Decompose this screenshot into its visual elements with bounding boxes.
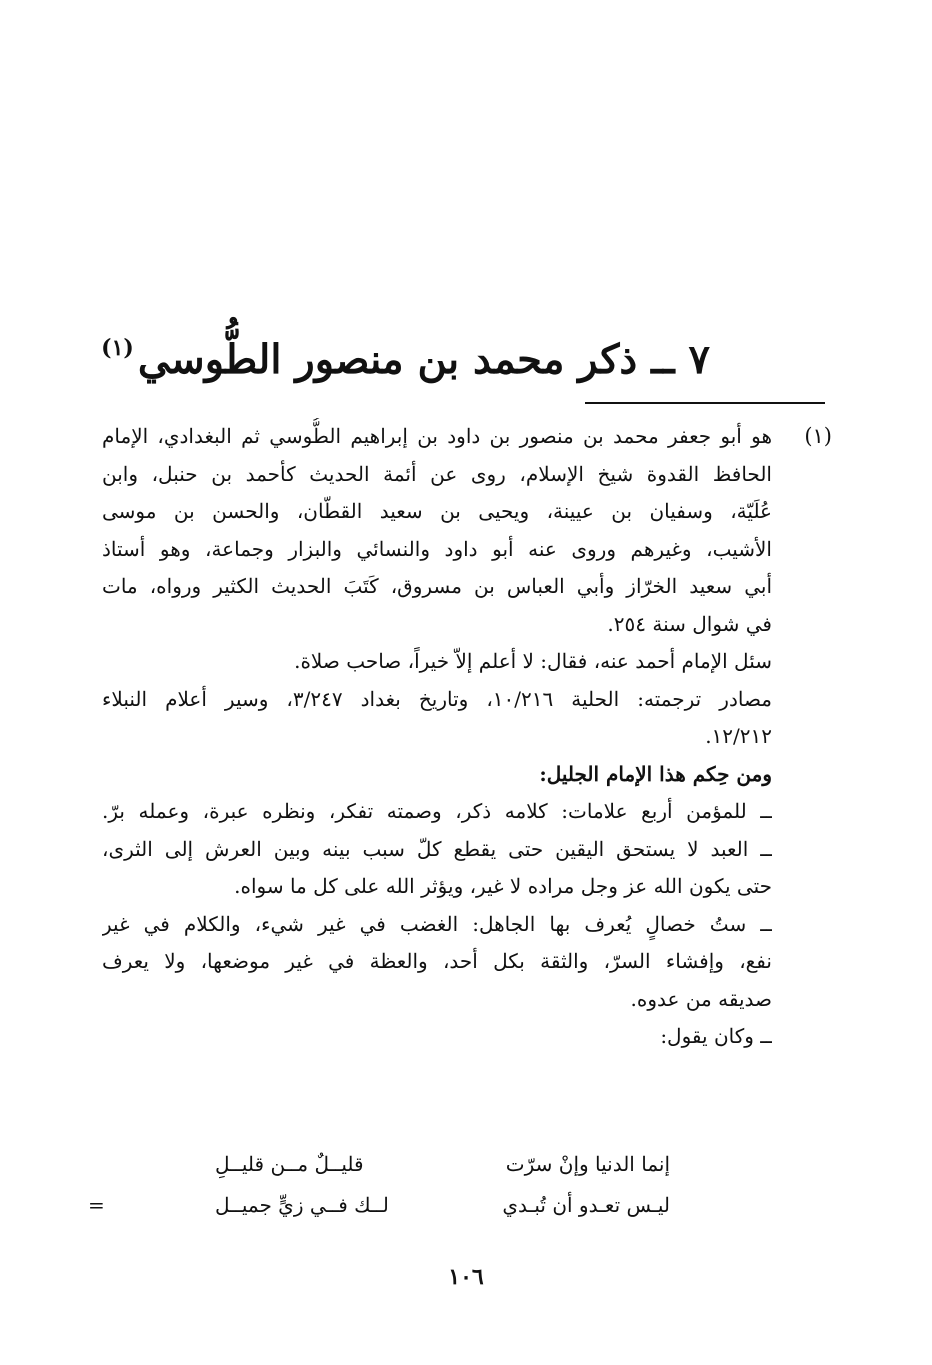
footnote-line: حتى يكون الله عز وجل مراده لا غير، ويؤثر الله على كل ما سواه. xyxy=(234,874,772,898)
verse-second-hemistich: لــك فــي زيٍّ جميــل xyxy=(215,1193,389,1217)
footnote-line: ــ ستُ خصالٍ يُعرف بها الجاهل: الغضب في غير شيء، والكلام في غير xyxy=(102,911,772,936)
verse-first-hemistich: إنما الدنيا وإنْ سرّت xyxy=(505,1152,670,1176)
poem xyxy=(215,1144,670,1226)
verse-second-hemistich: قليــلٌ مــن قليــلِ xyxy=(215,1152,364,1176)
poem-verse xyxy=(215,1185,670,1226)
footnote-line: صديقه من عدوه. xyxy=(630,986,772,1011)
chapter-title: ٧ ــ ذكر محمد بن منصور الطُّوسي xyxy=(137,336,710,383)
wisdom-heading: ومن حِكم هذا الإمام الجليل: xyxy=(539,761,772,786)
footnote-line: ــ وكان يقول: xyxy=(660,1024,772,1048)
footnote-line: الحافظ القدوة شيخ الإسلام، روى عن أئمة الحديث كأحمد بن حنبل، وابن xyxy=(102,461,772,486)
footnote-line: الأشيب، وغيرهم وروى عنه أبو داود والنسائي والبزار وجماعة، وهو أستاذ xyxy=(102,536,772,561)
footnote-separator xyxy=(585,402,825,404)
poem-verse xyxy=(215,1144,670,1185)
footnote-reference: (١) xyxy=(101,335,134,361)
footnote-line: ١٢/٢١٢. xyxy=(705,724,772,748)
footnote-line: عُلَيّة، وسفيان بن عيينة، ويحيى بن سعيد القطّان، والحسن بن موسى xyxy=(102,499,772,523)
footnote-line: ــ العبد لا يستحق اليقين حتى يقطع كلّ سبب بينه وبين العرش إلى الثرى، xyxy=(102,836,772,861)
chapter-heading xyxy=(101,318,710,390)
page-number: ١٠٦ xyxy=(448,1264,484,1290)
verse-first-hemistich: ليـس تعـدو أن تُبـدي xyxy=(502,1193,670,1217)
footnote-line: سئل الإمام أحمد عنه، فقال: لا أعلم إلاّ خيراً، صاحب صلاة. xyxy=(294,649,772,673)
footnote-line: نفع، وإفشاء السرّ، والثقة بكل أحد، والعظة في غير موضعها، ولا يعرف xyxy=(102,949,772,973)
footnote-line: في شوال سنة ٢٥٤. xyxy=(607,611,772,636)
footnote-body xyxy=(102,418,772,1056)
footnote-marker: (١) xyxy=(804,424,832,448)
footnote-line: ــ للمؤمن أربع علامات: كلامه ذكر، وصمته تفكر، ونظره عبرة، وعمله برّ. xyxy=(102,799,772,823)
footnote-line: أبي سعيد الخرّاز وأبي العباس بن مسروق، كَتَبَ الحديث الكثير ورواه، مات xyxy=(102,574,772,598)
footnote-line: هو أبو جعفر محمد بن منصور بن داود بن إبراهيم الطُّوسي ثم البغدادي، الإمام xyxy=(102,424,772,448)
footnote-line: مصادر ترجمته: الحلية ١٠/٢١٦، وتاريخ بغداد ٣/٢٤٧، وسير أعلام النبلاء xyxy=(102,686,772,711)
continuation-mark: = xyxy=(88,1193,105,1217)
